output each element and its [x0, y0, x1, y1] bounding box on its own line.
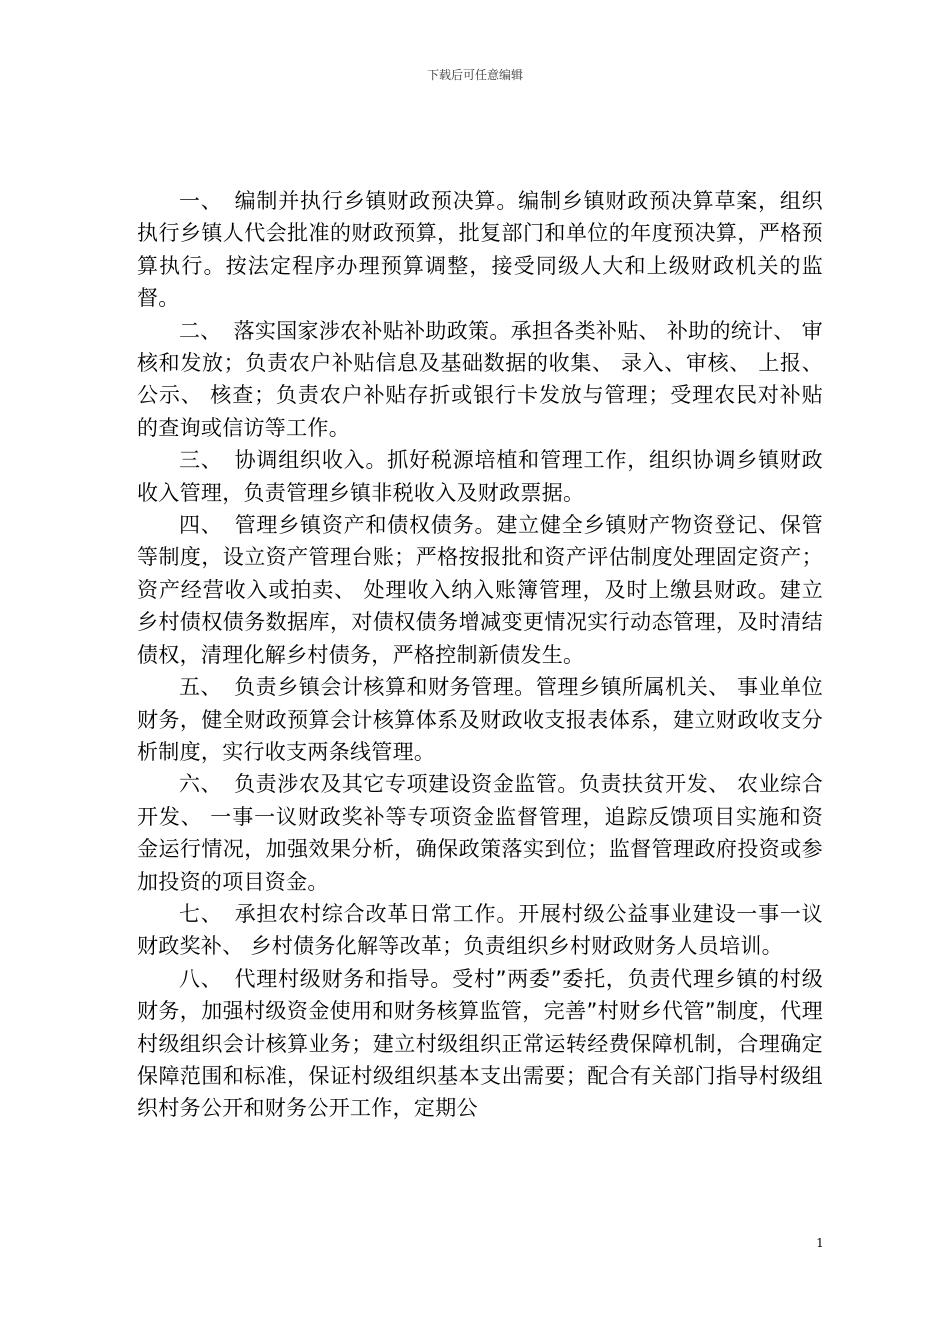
paragraph-number: 四、: [179, 513, 223, 538]
paragraph-text: 落实国家涉农补贴补助政策。承担各类补贴、 补助的统计、 审核和发放；负责农户补贴信息及基础数据的收集、 录入、审核、 上报、 公示、 核查；负责农户补贴存折或银行卡发放与管理；受理农民对补贴的查询或信访等工作。: [137, 318, 823, 440]
paragraph-text: 代理村级财务和指导。受村”两委”委托，负责代理乡镇的村级财务，加强村级资金使用和财务核算监管，完善”村财乡代管”制度，代理村级组织会计核算业务；建立村级组织正常运转经费保障机制，合理确定保障范围和标准，保证村级组织基本支出需要；配合有关部门指导村级组织村务公开和财务公开工作，定期公: [137, 966, 823, 1121]
document-body: [137, 185, 823, 1125]
paragraph-6: [137, 768, 823, 898]
paragraph-text: 管理乡镇资产和债权债务。建立健全乡镇财产物资登记、保管等制度，设立资产管理台账；严格按报批和资产评估制度处理固定资产；资产经营收入或拍卖、 处理收入纳入账簿管理，及时上缴县财政。建立乡村债权债务数据库，对债权债务增减变更情况实行动态管理，及时清结债权，清理化解乡村债务，严格控制新债发生。: [137, 513, 823, 667]
paragraph-text: 承担农村综合改革日常工作。开展村级公益事业建设一事一议财政奖补、 乡村债务化解等改革；负责组织乡村财政财务人员培训。: [137, 901, 823, 959]
paragraph-text: 负责涉农及其它专项建设资金监管。负责扶贫开发、 农业综合开发、 一事一议财政奖补等专项资金监督管理，追踪反馈项目实施和资金运行情况，加强效果分析，确保政策落实到位；监督管理政府投资或参加投资的项目资金。: [137, 772, 823, 894]
paragraph-5: [137, 671, 823, 768]
paragraph-7: [137, 898, 823, 963]
paragraph-2: [137, 315, 823, 445]
paragraph-text: 负责乡镇会计核算和财务管理。管理乡镇所属机关、 事业单位财务，健全财政预算会计核算体系及财政收支报表体系，建立财政收支分析制度，实行收支两条线管理。: [137, 675, 823, 764]
paragraph-text: 协调组织收入。抓好税源培植和管理工作，组织协调乡镇财政收入管理，负责管理乡镇非税收入及财政票据。: [137, 448, 823, 505]
paragraph-4: [137, 509, 823, 671]
paragraph-number: 八、: [179, 966, 223, 991]
paragraph-number: 五、: [179, 675, 223, 700]
paragraph-number: 一、: [179, 189, 223, 213]
page-header: 下载后可任意编辑: [426, 68, 523, 82]
paragraph-3: [137, 444, 823, 509]
paragraph-text: 编制并执行乡镇财政预决算。编制乡镇财政预决算草案，组织执行乡镇人代会批准的财政预算，批复部门和单位的年度预决算，严格预算执行。按法定程序办理预算调整，接受同级人大和上级财政机关的监督。: [137, 189, 823, 311]
page-number: 1: [816, 1236, 824, 1250]
paragraph-1: [137, 185, 823, 315]
paragraph-number: 六、: [179, 772, 223, 797]
paragraph-number: 七、: [179, 901, 223, 926]
paragraph-number: 二、: [179, 318, 222, 343]
paragraph-number: 三、: [179, 448, 223, 473]
paragraph-8: [137, 963, 823, 1125]
